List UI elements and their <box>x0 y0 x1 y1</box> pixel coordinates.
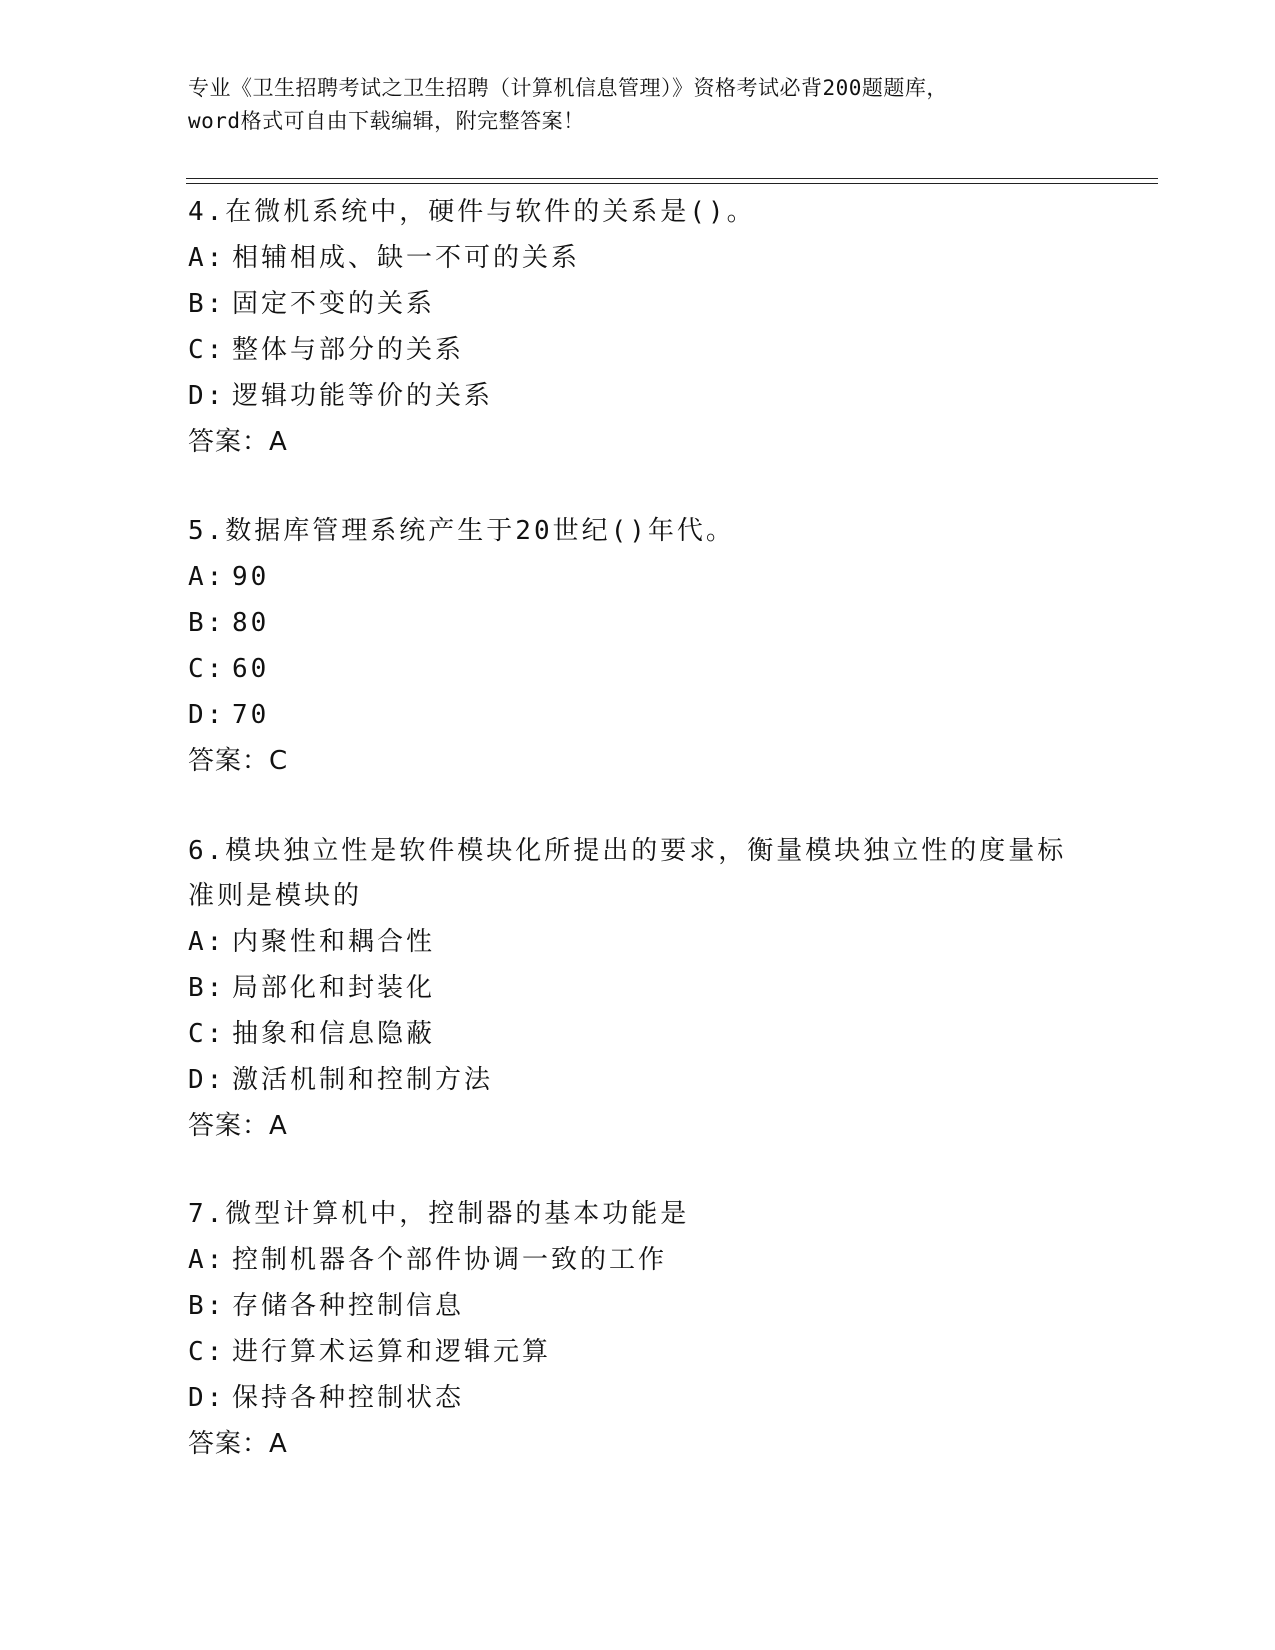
header-line-1: 专业《卫生招聘考试之卫生招聘（计算机信息管理）》资格考试必背200题题库， <box>188 76 948 100</box>
option-c <box>188 1011 1068 1057</box>
option-text: 抽象和信息隐蔽 <box>232 1019 436 1049</box>
option-a <box>188 1237 1068 1283</box>
option-text: 整体与部分的关系 <box>232 335 465 365</box>
question-4 <box>188 190 1068 465</box>
option-text: 60 <box>232 654 270 684</box>
option-b <box>188 1283 1068 1329</box>
option-text: 70 <box>232 700 270 730</box>
option-letter: C: <box>188 1019 226 1049</box>
option-text: 90 <box>232 562 270 592</box>
option-letter: D: <box>188 1065 226 1095</box>
option-text: 相辅相成、缺一不可的关系 <box>232 243 581 273</box>
option-text: 控制机器各个部件协调一致的工作 <box>232 1245 668 1275</box>
option-a <box>188 919 1068 965</box>
option-text: 局部化和封装化 <box>232 973 436 1003</box>
option-letter: B: <box>188 289 226 319</box>
option-b <box>188 600 1068 646</box>
option-text: 进行算术运算和逻辑元算 <box>232 1337 552 1367</box>
answer-line: 答案：A <box>188 427 288 457</box>
option-text: 逻辑功能等价的关系 <box>232 381 494 411</box>
option-text: 80 <box>232 608 270 638</box>
option-letter: C: <box>188 654 226 684</box>
option-a <box>188 554 1068 600</box>
option-letter: B: <box>188 1291 226 1321</box>
option-c <box>188 646 1068 692</box>
option-d <box>188 373 1068 419</box>
question-stem: 7.微型计算机中，控制器的基本功能是 <box>188 1199 690 1229</box>
option-b <box>188 965 1068 1011</box>
header-line-2: word格式可自由下载编辑，附完整答案！ <box>188 109 585 133</box>
option-letter: B: <box>188 973 226 1003</box>
question-stem: 5.数据库管理系统产生于20世纪()年代。 <box>188 516 735 546</box>
option-letter: A: <box>188 562 226 592</box>
option-b <box>188 281 1068 327</box>
option-c <box>188 1329 1068 1375</box>
option-a <box>188 235 1068 281</box>
question-5 <box>188 509 1068 784</box>
option-text: 存储各种控制信息 <box>232 1291 465 1321</box>
option-d <box>188 1375 1068 1421</box>
answer-line: 答案：A <box>188 1111 288 1141</box>
answer-line: 答案：C <box>188 746 289 776</box>
option-letter: A: <box>188 1245 226 1275</box>
header-divider-top <box>186 178 1158 179</box>
document-header <box>188 72 1088 138</box>
option-d <box>188 692 1068 738</box>
question-6 <box>188 829 1068 1149</box>
option-text: 保持各种控制状态 <box>232 1383 465 1413</box>
question-stem: 6.模块独立性是软件模块化所提出的要求，衡量模块独立性的度量标 <box>188 836 1067 866</box>
option-letter: D: <box>188 700 226 730</box>
option-letter: D: <box>188 381 226 411</box>
option-text: 激活机制和控制方法 <box>232 1065 494 1095</box>
option-letter: C: <box>188 335 226 365</box>
option-letter: B: <box>188 608 226 638</box>
question-7 <box>188 1192 1068 1467</box>
option-letter: A: <box>188 243 226 273</box>
answer-line: 答案：A <box>188 1429 288 1459</box>
question-stem-continued: 准则是模块的 <box>188 881 363 911</box>
option-c <box>188 327 1068 373</box>
option-letter: D: <box>188 1383 226 1413</box>
option-text: 固定不变的关系 <box>232 289 436 319</box>
option-text: 内聚性和耦合性 <box>232 927 436 957</box>
question-stem: 4.在微机系统中，硬件与软件的关系是()。 <box>188 197 756 227</box>
option-letter: A: <box>188 927 226 957</box>
option-d <box>188 1057 1068 1103</box>
option-letter: C: <box>188 1337 226 1367</box>
header-divider-bottom <box>186 183 1158 184</box>
